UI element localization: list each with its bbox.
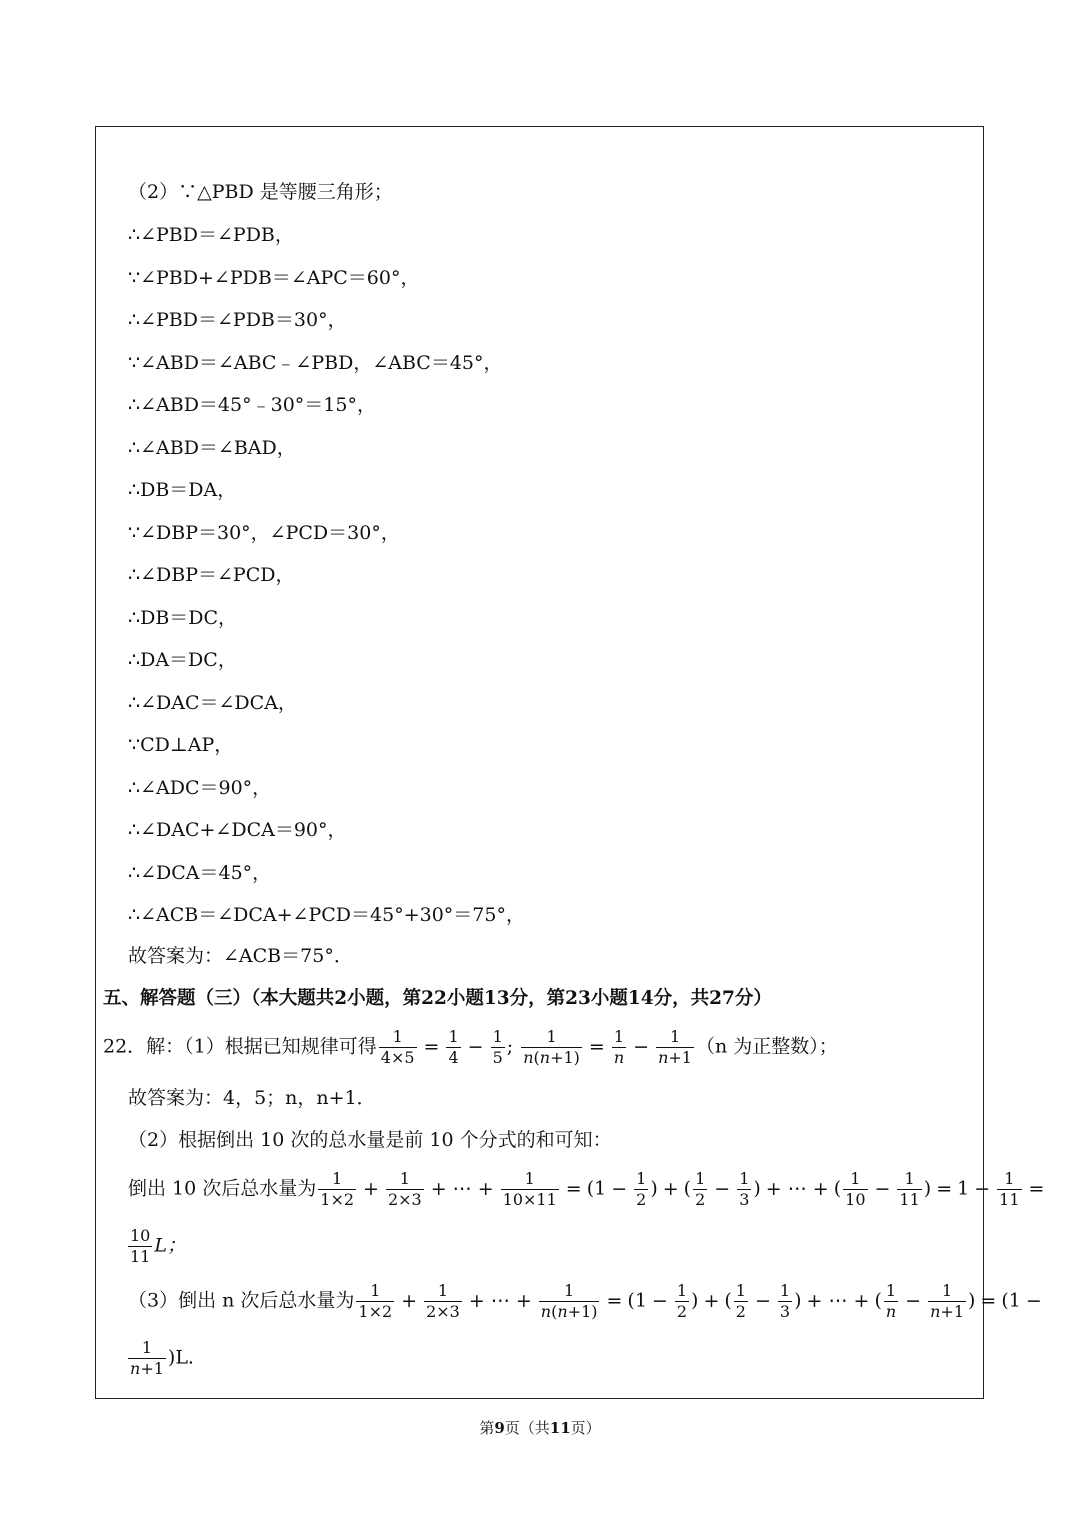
proof-line: ∵∠DBP＝30°，∠PCD＝30°， xyxy=(128,521,400,544)
fraction: $\frac{1}{11}$ xyxy=(999,1169,1020,1209)
fraction: $\frac{1}{2}$ xyxy=(695,1169,706,1209)
proof-line: ∴DB＝DA， xyxy=(128,479,237,501)
proof-line: ∵∠ABD＝∠ABC﹣∠PBD，∠ABC＝45°， xyxy=(128,351,503,374)
fraction: $\frac{1}{2\times 3}$ xyxy=(426,1281,460,1321)
q22-part2-result xyxy=(128,1226,186,1267)
proof-line: ∴DB＝DC， xyxy=(128,606,238,629)
section-heading: 五、解答题（三）（本大题共2小题，第22小题13分，第23小题14分，共27分） xyxy=(103,988,772,1009)
proof-line: ∴∠DAC＝∠DCA， xyxy=(128,691,297,714)
proof-line: ∵CD⊥AP， xyxy=(128,734,234,756)
fraction: $\frac{1}{5}$ xyxy=(492,1027,503,1067)
fraction: $\frac{1}{3}$ xyxy=(779,1281,791,1321)
footer-page-number: 9 xyxy=(494,1419,505,1437)
q22-part3-formula: （3）倒出 n 次后总水量为 $\frac{1}{1\times 2}$ + $\frac{1}{2\times 3}$ + ⋯ + $\frac{1}{n(n+1)}$ = (1 − $\frac{1}{2}$ ) + ( $\frac{1}{2}$ − $\frac{1}{3}$ ) + ⋯ + ( $\frac{1}{n}$ − $\frac{1}{n+1}$ ) = (1 − xyxy=(128,1281,1042,1321)
fraction: $\frac{1}{2}$ xyxy=(735,1281,746,1321)
fraction: $\frac{1}{2}$ xyxy=(676,1281,688,1321)
proof-line: ∴∠PBD＝∠PDB＝30°， xyxy=(128,309,347,331)
fraction: $\frac{1}{n}$ xyxy=(613,1027,625,1067)
fraction: $\frac{1}{2}$ xyxy=(636,1169,647,1209)
proof-line: ∵∠PBD+∠PDB＝∠APC＝60°， xyxy=(128,266,420,289)
fraction: $\frac{1}{n+1}$ xyxy=(658,1027,692,1067)
part2-answer: 故答案为：∠ACB＝75°． xyxy=(128,945,353,967)
proof-line: ∴∠DBP＝∠PCD， xyxy=(128,564,295,586)
q22-part1: 22．解：（1）根据已知规律可得 $\frac{1}{4\times 5}$ = $\frac{1}{4}$ − $\frac{1}{5}$ ; $\frac{1}{n(n+1)}$ = $\frac{1}{n}$ − $\frac{1}{n+1}$ （n 为正整数）； xyxy=(103,1027,838,1067)
q22-part2-formula: 倒出 10 次后总水量为 $\frac{1}{1\times 2}$ + $\frac{1}{2\times 3}$ + ⋯ + $\frac{1}{10\times 11}$ = (1 − $\frac{1}{2}$ ) + ( $\frac{1}{2}$ − $\frac{1}{3}$ ) + ⋯ + ( $\frac{1}{10}$ − $\frac{1}{11}$ ) = 1 − $\frac{1}{11}$ = xyxy=(128,1169,1045,1209)
q22-part2-intro: （2）根据倒出 10 次的总水量是前 10 个分式的和可知： xyxy=(128,1129,612,1151)
proof-line: ∴∠ABD＝∠BAD， xyxy=(128,436,296,459)
q22-part2-unit: L； xyxy=(154,1234,186,1257)
footer-total-pages: 11 xyxy=(549,1419,571,1437)
proof-line: ∴DA＝DC， xyxy=(128,649,237,671)
fraction: $\frac{1}{n}$ xyxy=(885,1281,897,1321)
proof-line: ∴∠PBD＝∠PDB， xyxy=(128,224,294,246)
footer-suffix: 页） xyxy=(570,1419,601,1437)
fraction: $\frac{1}{1\times 2}$ xyxy=(358,1281,393,1321)
q22-answer: 故答案为：4，5；n，n+1． xyxy=(128,1087,376,1109)
proof-line: ∴∠DCA＝45°， xyxy=(128,861,272,884)
proof-line: ∴∠ACB＝∠DCA+∠PCD＝45°+30°＝75°， xyxy=(128,904,525,926)
page-footer xyxy=(0,1417,1080,1438)
proof-line: ∴∠ADC＝90°， xyxy=(128,776,272,799)
q22-suffix: （n 为正整数）； xyxy=(695,1035,838,1058)
q22-part3-unit: )L. xyxy=(167,1346,194,1369)
fraction: $\frac{1}{11}$ xyxy=(899,1169,920,1209)
footer-prefix: 第 xyxy=(479,1419,495,1437)
q22-prefix: 22．解：（1）根据已知规律可得 xyxy=(103,1035,377,1058)
fraction: $\frac{1}{n+1}$ xyxy=(130,1338,164,1378)
fraction: $\frac{1}{n+1}$ xyxy=(930,1281,964,1321)
fraction: $\frac{1}{1\times 2}$ xyxy=(320,1169,355,1209)
fraction: $\frac{1}{10}$ xyxy=(845,1169,866,1209)
footer-middle: 页（共 xyxy=(504,1419,550,1437)
proof-line: ∴∠ABD＝45°﹣30°＝15°， xyxy=(128,394,376,416)
fraction: $\frac{1}{4}$ xyxy=(448,1027,459,1067)
q22-part3-result xyxy=(128,1338,194,1379)
fraction: $\frac{10}{11}$ xyxy=(130,1226,151,1266)
fraction: $\frac{1}{n(n+1)}$ xyxy=(523,1027,580,1067)
fraction: $\frac{1}{n(n+1)}$ xyxy=(540,1281,598,1321)
proof-line: ∴∠DAC+∠DCA＝90°， xyxy=(128,819,347,841)
fraction: $\frac{1}{3}$ xyxy=(739,1169,750,1209)
fraction: $\frac{1}{4\times 5}$ xyxy=(380,1027,415,1067)
fraction: $\frac{1}{2\times 3}$ xyxy=(387,1169,422,1209)
q22-part2-prefix: 倒出 10 次后总水量为 xyxy=(128,1177,317,1200)
fraction: $\frac{1}{10\times 11}$ xyxy=(502,1169,557,1209)
q22-part3-prefix: （3）倒出 n 次后总水量为 xyxy=(128,1289,355,1312)
part2-intro: （2）∵△PBD 是等腰三角形； xyxy=(128,181,393,203)
